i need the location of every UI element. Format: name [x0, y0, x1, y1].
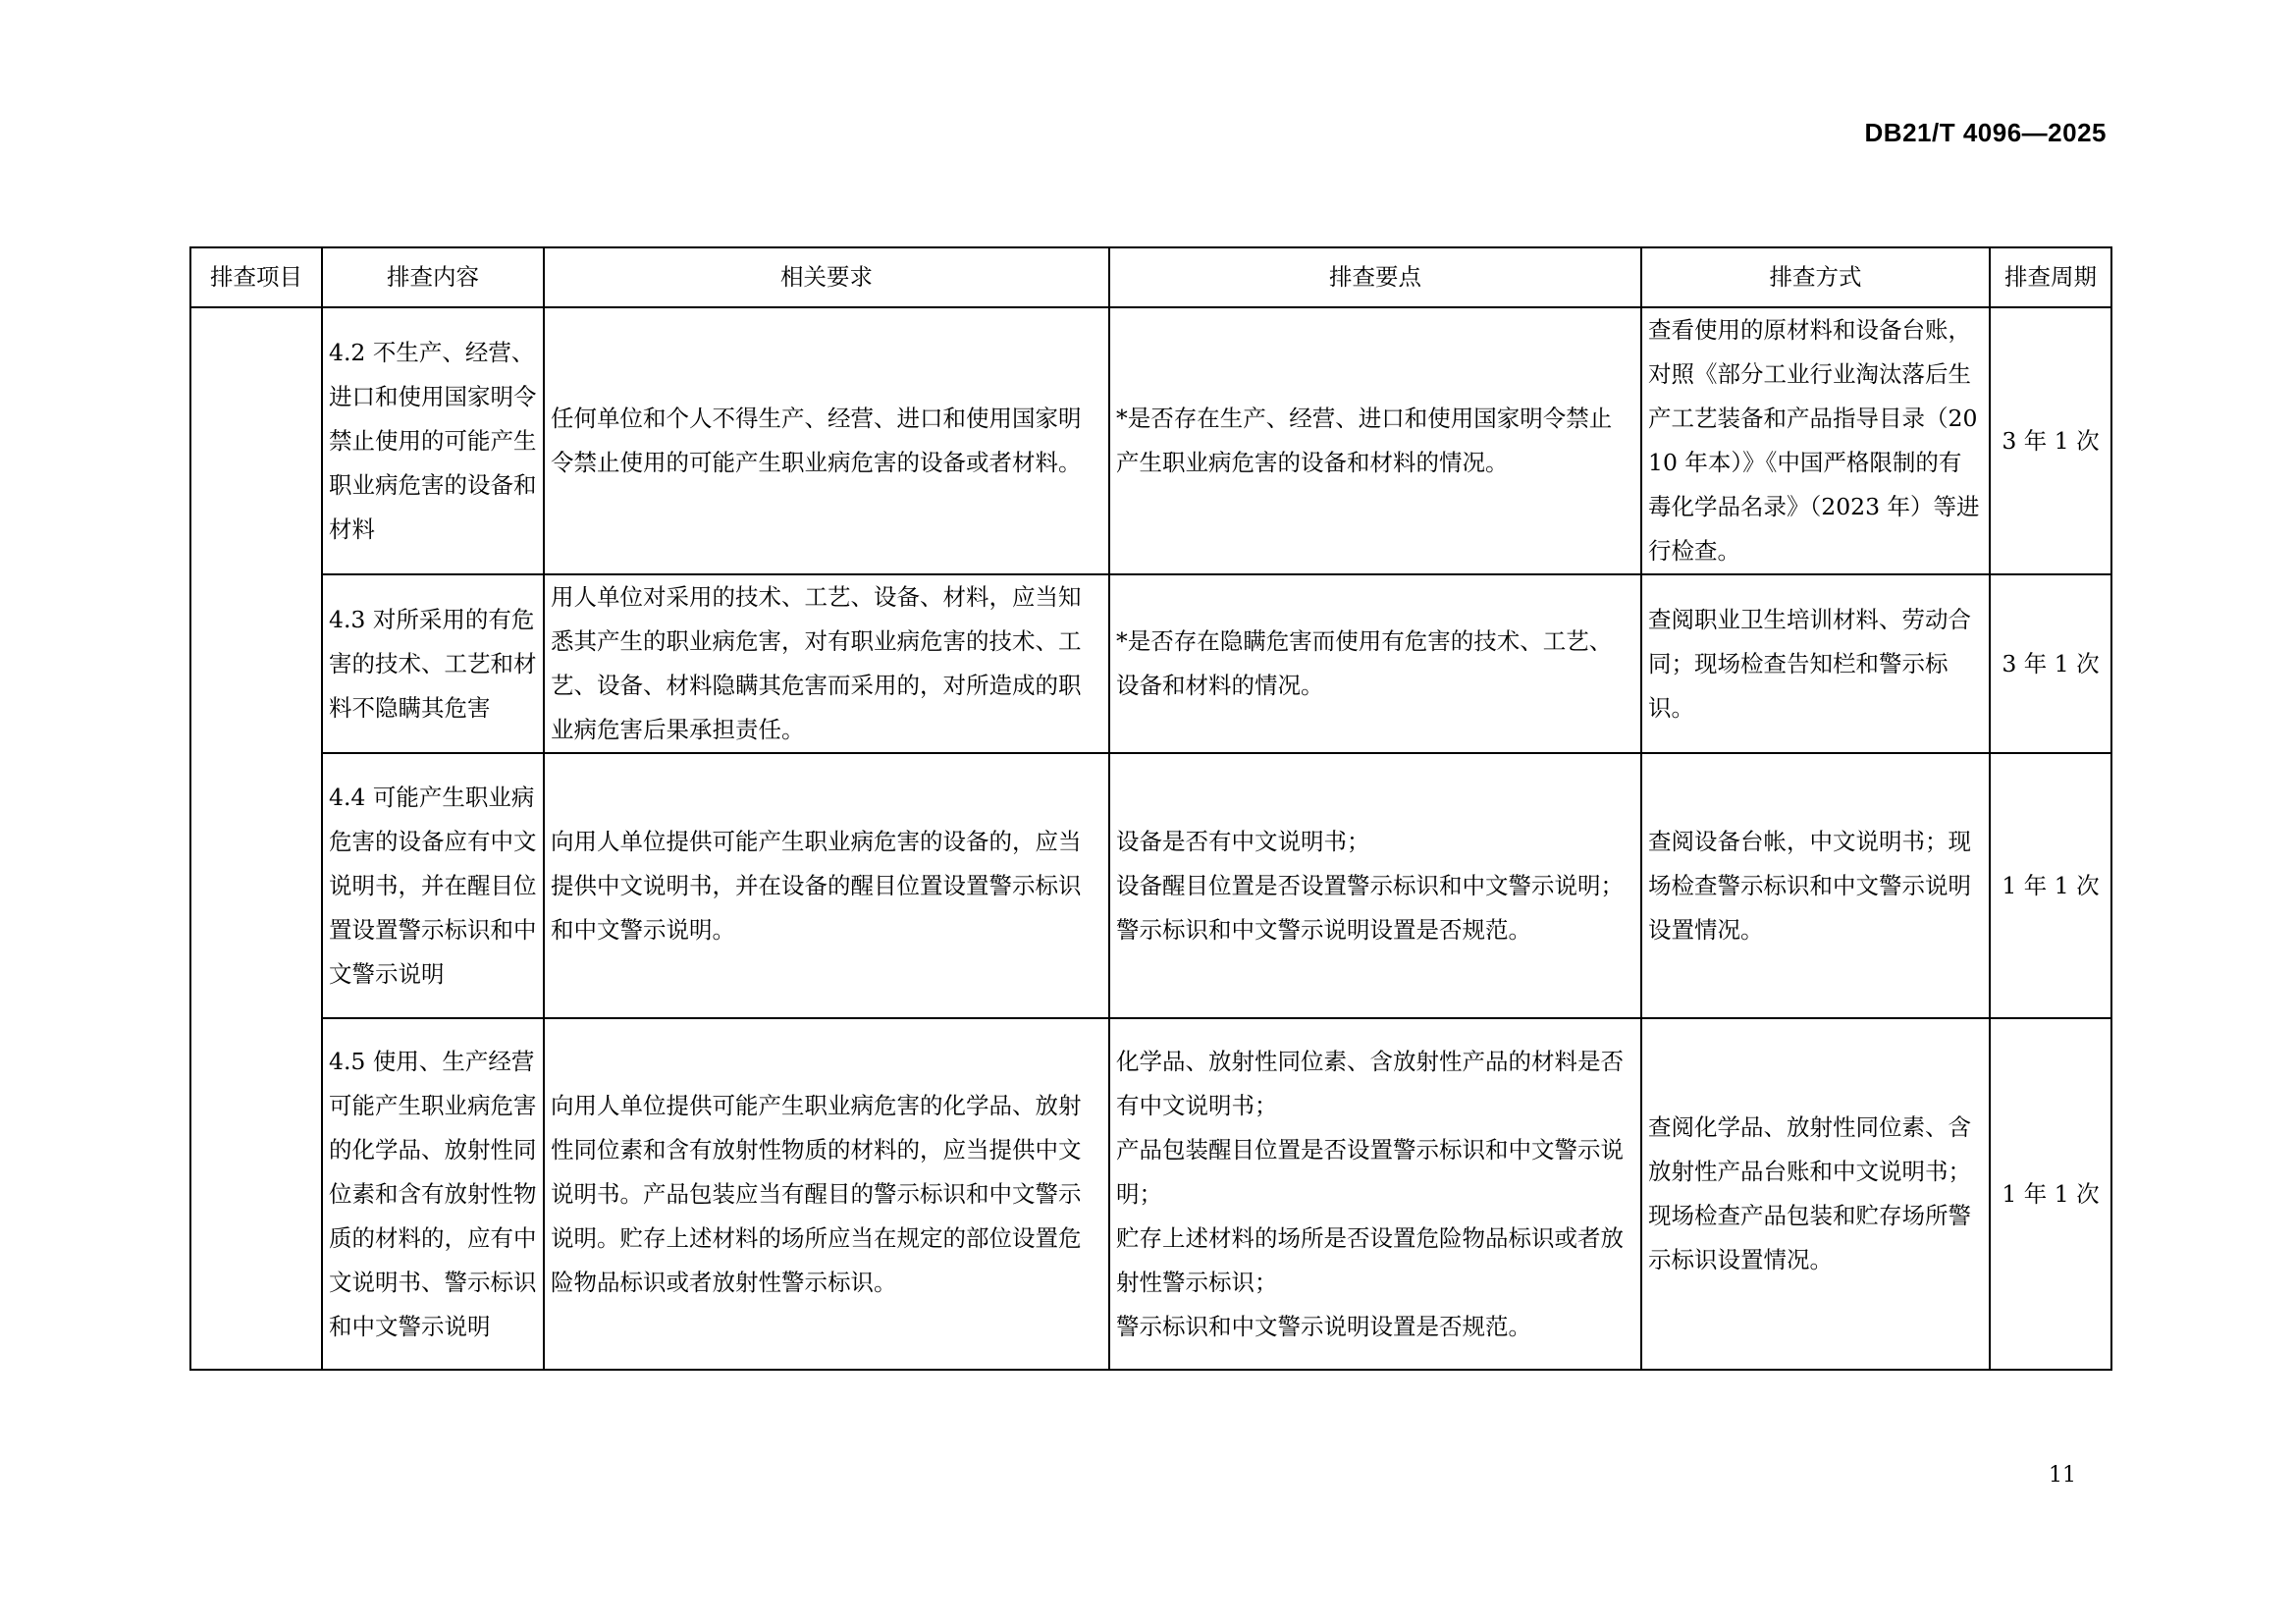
cycle-cell: 1 年 1 次 [1990, 1018, 2111, 1370]
key-point: *是否存在隐瞒危害而使用有危害的技术、工艺、设备和材料的情况。 [1116, 627, 1613, 699]
method-cell: 查阅设备台帐，中文说明书；现场检查警示标识和中文警示说明设置情况。 [1641, 753, 1990, 1018]
header-content: 排查内容 [322, 247, 544, 307]
content-cell: 4.4 可能产生职业病危害的设备应有中文说明书，并在醒目位置设置警示标识和中文警示说明 [322, 753, 544, 1018]
key-point: 警示标识和中文警示说明设置是否规范。 [1116, 915, 1531, 944]
key-points-cell [1109, 574, 1641, 753]
item-cell [190, 307, 322, 1370]
header-method: 排查方式 [1641, 247, 1990, 307]
key-point: 产品包装醒目位置是否设置警示标识和中文警示说明； [1116, 1135, 1624, 1208]
key-points-cell [1109, 1018, 1641, 1370]
key-point: 设备是否有中文说明书； [1116, 827, 1370, 855]
method-cell: 查阅化学品、放射性同位素、含放射性产品台账和中文说明书；现场检查产品包装和贮存场所警示标识设置情况。 [1641, 1018, 1990, 1370]
cycle-cell: 3 年 1 次 [1990, 574, 2111, 753]
table-row [190, 1018, 2111, 1370]
document-code: DB21/T 4096—2025 [1864, 118, 2107, 147]
key-point: 设备醒目位置是否设置警示标识和中文警示说明； [1116, 871, 1624, 899]
key-point: 警示标识和中文警示说明设置是否规范。 [1116, 1312, 1531, 1340]
cycle-cell: 1 年 1 次 [1990, 753, 2111, 1018]
content-cell: 4.5 使用、生产经营可能产生职业病危害的化学品、放射性同位素和含有放射性物质的材料的，应有中文说明书、警示标识和中文警示说明 [322, 1018, 544, 1370]
key-point: *是否存在生产、经营、进口和使用国家明令禁止产生职业病危害的设备和材料的情况。 [1116, 405, 1613, 476]
content-cell: 4.3 对所采用的有危害的技术、工艺和材料不隐瞒其危害 [322, 574, 544, 753]
table-row [190, 753, 2111, 1018]
method-cell: 查阅职业卫生培训材料、劳动合同；现场检查告知栏和警示标识。 [1641, 574, 1990, 753]
key-points-cell [1109, 753, 1641, 1018]
key-point: 化学品、放射性同位素、含放射性产品的材料是否有中文说明书； [1116, 1047, 1624, 1119]
header-item: 排查项目 [190, 247, 322, 307]
requirement-cell: 向用人单位提供可能产生职业病危害的化学品、放射性同位素和含有放射性物质的材料的，应当提供中文说明书。产品包装应当有醒目的警示标识和中文警示说明。贮存上述材料的场所应当在规定的部位设置危险物品标识或者放射性警示标识。 [544, 1018, 1109, 1370]
table-row [190, 574, 2111, 753]
method-cell: 查看使用的原材料和设备台账，对照《部分工业行业淘汰落后生产工艺装备和产品指导目录（2010 年本）》《中国严格限制的有毒化学品名录》（2023 年）等进行检查。 [1641, 307, 1990, 574]
header-requirement: 相关要求 [544, 247, 1109, 307]
requirement-cell: 向用人单位提供可能产生职业病危害的设备的，应当提供中文说明书，并在设备的醒目位置设置警示标识和中文警示说明。 [544, 753, 1109, 1018]
page-number: 11 [2049, 1463, 2076, 1488]
content-cell: 4.2 不生产、经营、进口和使用国家明令禁止使用的可能产生职业病危害的设备和材料 [322, 307, 544, 574]
inspection-table [189, 246, 2112, 1371]
table-header-row [190, 247, 2111, 307]
cycle-cell: 3 年 1 次 [1990, 307, 2111, 574]
table-row [190, 307, 2111, 574]
requirement-cell: 用人单位对采用的技术、工艺、设备、材料，应当知悉其产生的职业病危害，对有职业病危害的技术、工艺、设备、材料隐瞒其危害而采用的，对所造成的职业病危害后果承担责任。 [544, 574, 1109, 753]
header-cycle: 排查周期 [1990, 247, 2111, 307]
header-key-points: 排查要点 [1109, 247, 1641, 307]
key-point: 贮存上述材料的场所是否设置危险物品标识或者放射性警示标识； [1116, 1223, 1624, 1296]
key-points-cell [1109, 307, 1641, 574]
requirement-cell: 任何单位和个人不得生产、经营、进口和使用国家明令禁止使用的可能产生职业病危害的设备或者材料。 [544, 307, 1109, 574]
